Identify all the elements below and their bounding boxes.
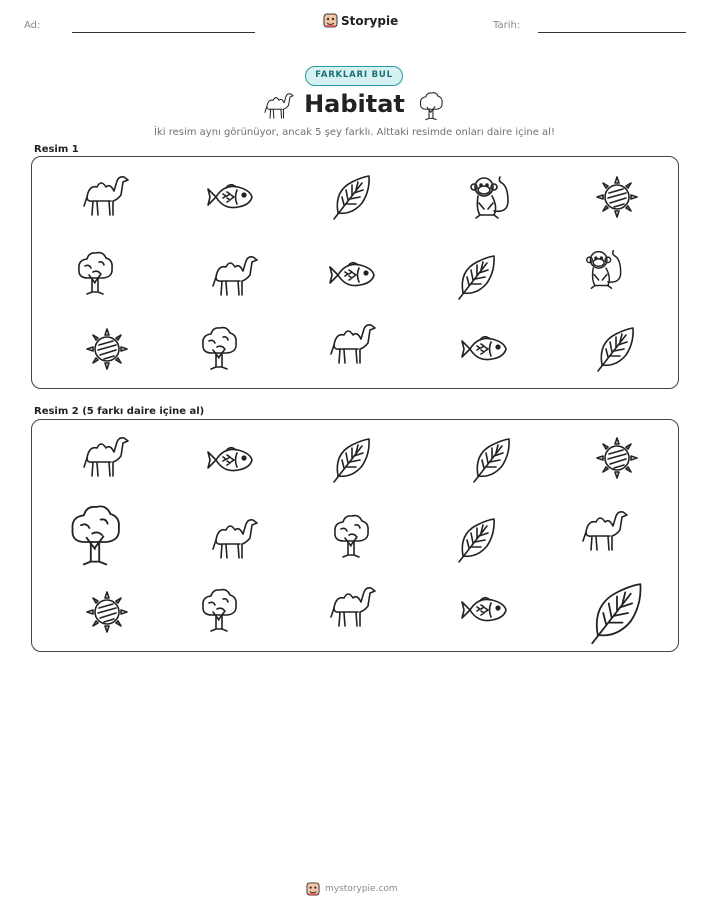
leaf-icon[interactable] [457, 253, 497, 301]
leaf-icon[interactable] [472, 436, 512, 484]
camel-icon[interactable] [328, 584, 378, 630]
leaf-icon[interactable] [588, 580, 646, 646]
name-line[interactable] [72, 32, 255, 33]
page-title: Habitat [304, 90, 405, 118]
fish-icon[interactable] [206, 444, 254, 476]
leaf-icon[interactable] [332, 436, 372, 484]
tree-icon[interactable] [75, 249, 115, 297]
monkey-icon[interactable] [584, 247, 628, 291]
storypie-mascot-icon [306, 882, 320, 896]
picture2-label: Resim 2 (5 farkı daire içine al) [34, 406, 205, 417]
fish-icon[interactable] [206, 181, 254, 213]
date-line[interactable] [538, 32, 686, 33]
camel-icon[interactable] [210, 516, 260, 562]
leaf-icon[interactable] [332, 173, 372, 221]
name-label: Ad: [24, 20, 41, 31]
picture1-panel [31, 156, 679, 389]
camel-icon[interactable] [81, 434, 131, 480]
date-label: Tarih: [493, 20, 521, 31]
tree-icon[interactable] [199, 324, 239, 372]
camel-icon[interactable] [328, 321, 378, 367]
sun-icon[interactable] [85, 327, 129, 371]
camel-icon[interactable] [210, 253, 260, 299]
fish-icon[interactable] [460, 594, 508, 626]
activity-badge: FARKLARI BUL [305, 66, 403, 86]
brand-name: Storypie [341, 13, 399, 28]
instruction-text: İki resim aynı görünüyor, ancak 5 şey farklı. Alttaki resimde onları daire içine al! [154, 127, 555, 138]
tree-icon[interactable] [199, 586, 239, 634]
camel-icon[interactable] [81, 173, 131, 219]
tree-icon[interactable] [67, 500, 123, 570]
sun-icon[interactable] [595, 436, 639, 480]
fish-icon[interactable] [460, 333, 508, 365]
picture2-panel [31, 419, 679, 652]
tree-icon [418, 91, 444, 121]
sun-icon[interactable] [595, 175, 639, 219]
picture1-label: Resim 1 [34, 144, 79, 155]
tree-icon[interactable] [331, 512, 371, 560]
storypie-mascot-icon [323, 13, 338, 28]
fish-icon[interactable] [328, 259, 376, 291]
camel-icon[interactable] [580, 508, 630, 554]
sun-icon[interactable] [85, 590, 129, 634]
footer [306, 882, 398, 896]
brand-logo [323, 13, 398, 28]
monkey-icon[interactable] [468, 173, 516, 221]
leaf-icon[interactable] [596, 325, 636, 373]
leaf-icon[interactable] [457, 516, 497, 564]
footer-url[interactable]: mystorypie.com [325, 884, 398, 894]
